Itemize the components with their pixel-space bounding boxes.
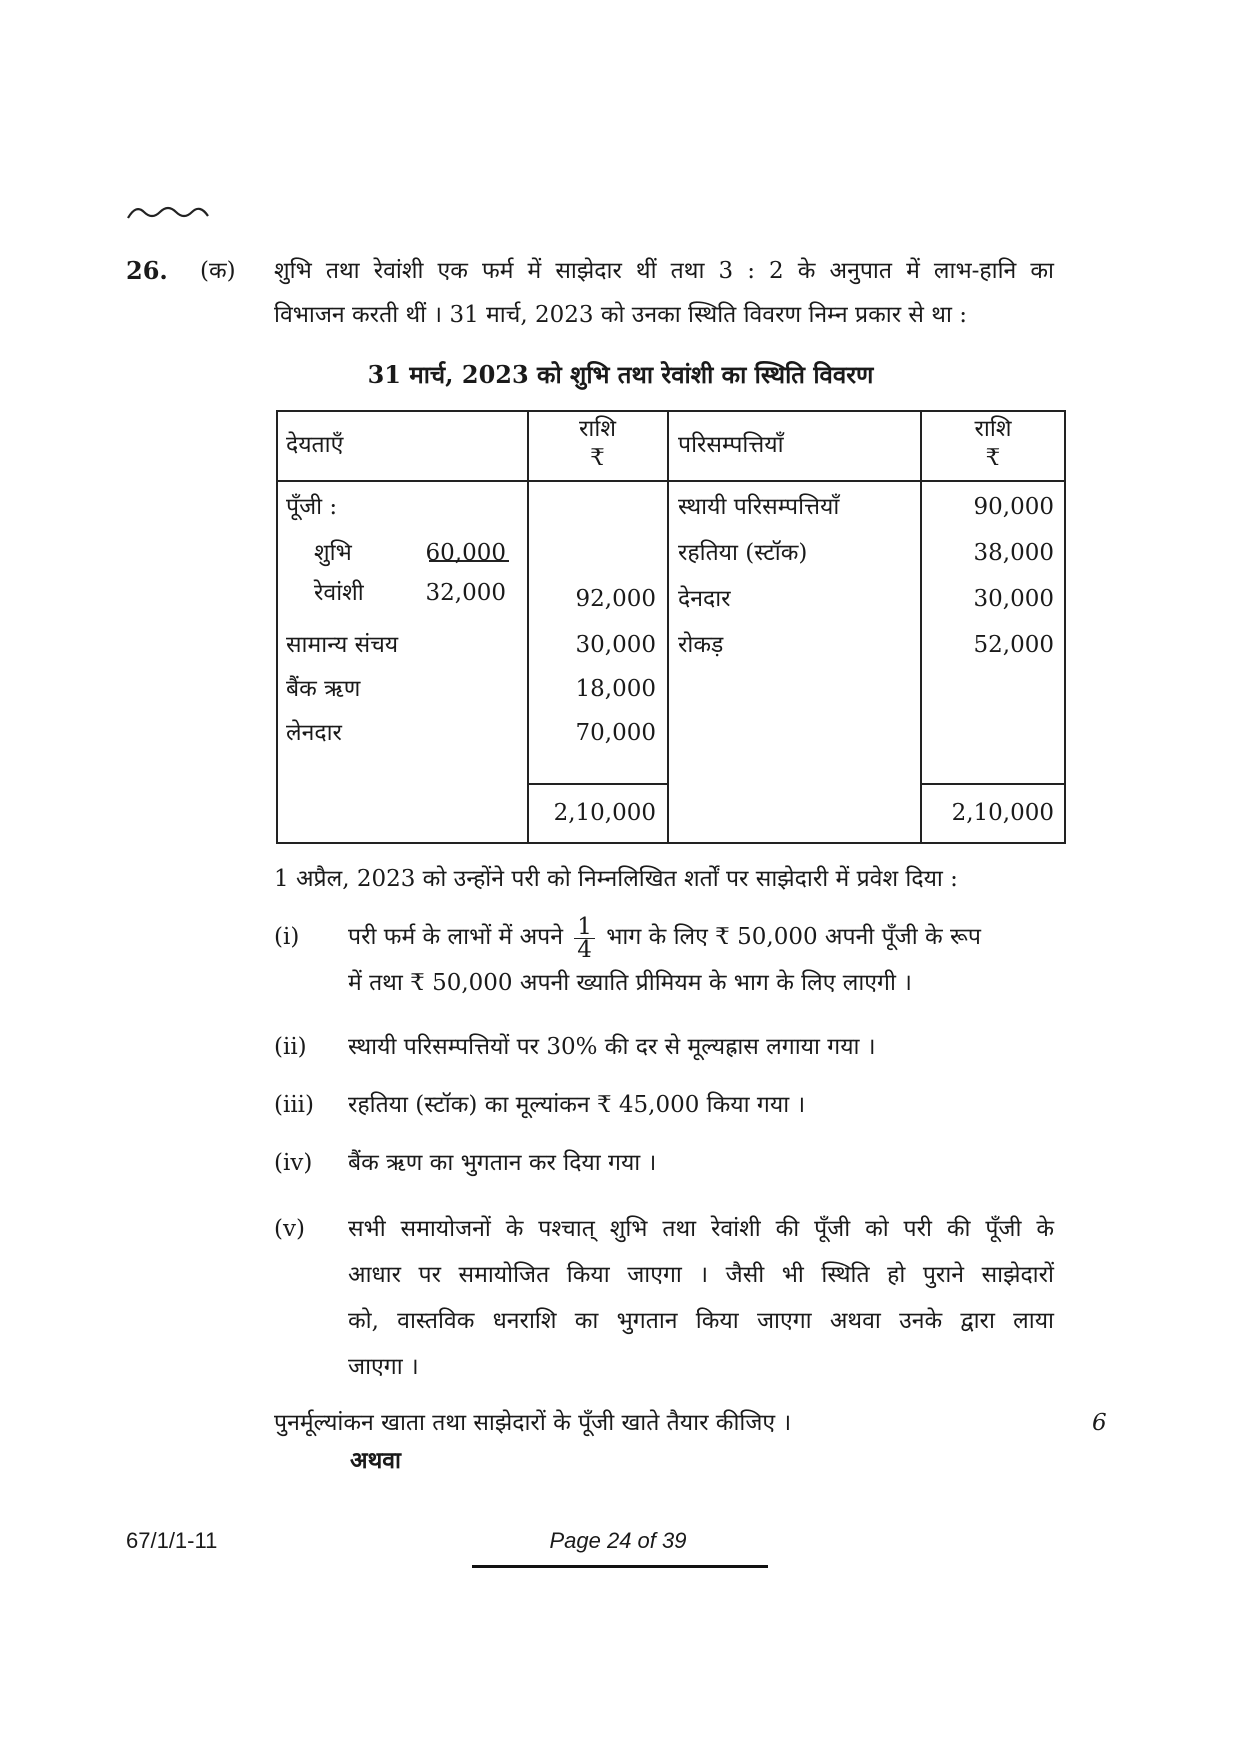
question-intro-line-1: शुभि तथा रेवांशी एक फर्म में साझेदार थीं तथा 3 : 2 के अनुपात में लाभ-हानि का [274, 258, 1054, 284]
instruction: पुनर्मूल्यांकन खाता तथा साझेदारों के पूँजी खाते तैयार कीजिए । [274, 1410, 792, 1436]
asset-amount: 90,000 [973, 494, 1054, 520]
condition-v-line-4: जाएगा । [348, 1354, 419, 1380]
capital-label: पूँजी : [286, 494, 338, 520]
condition-i-line-1 [348, 910, 981, 964]
paper-code: 67/1/1-11 [126, 1528, 218, 1553]
header-liabilities: देयताएँ [286, 432, 344, 458]
or-label: अथवा [350, 1447, 402, 1474]
fraction-one-quarter [574, 913, 595, 963]
question-subpart: (क) [200, 258, 236, 284]
asset-label: स्थायी परिसम्पत्तियाँ [678, 494, 840, 520]
capital-total: 92,000 [575, 586, 656, 612]
asset-label: देनदार [678, 586, 731, 612]
question-intro-line-2: विभाजन करती थीं । 31 मार्च, 2023 को उनका स्थिति विवरण निम्न प्रकार से था : [274, 302, 967, 328]
condition-v-line-1: सभी समायोजनों के पश्चात् शुभि तथा रेवांशी की पूँजी को परी की पूँजी के [348, 1216, 1054, 1242]
footer-divider [472, 1565, 768, 1568]
condition-label: (ii) [274, 1034, 307, 1060]
asset-amount: 30,000 [973, 586, 1054, 612]
liability-amount: 70,000 [575, 720, 656, 746]
header-currency-liabilities: ₹ [590, 445, 605, 471]
balance-sheet-caption: 31 मार्च, 2023 को शुभि तथा रेवांशी का स्थिति विवरण [367, 360, 874, 389]
condition-label: (iii) [274, 1092, 315, 1118]
condition-v-line-3: को, वास्तविक धनराशि का भुगतान किया जाएगा अथवा उनके द्वारा लाया [348, 1308, 1054, 1334]
fraction-denominator: 4 [577, 936, 592, 963]
condition-v-line-2: आधार पर समायोजित किया जाएगा । जैसी भी स्थिति हो पुराने साझेदारों [348, 1262, 1054, 1288]
condition-text: बैंक ऋण का भुगतान कर दिया गया । [348, 1150, 657, 1176]
condition-label: (v) [274, 1216, 305, 1242]
condition-i-text-after: भाग के लिए ₹ 50,000 अपनी पूँजी के रूप [606, 924, 981, 950]
condition-text: रहतिया (स्टॉक) का मूल्यांकन ₹ 45,000 किया गया । [348, 1092, 806, 1118]
wave-mark-icon [126, 200, 210, 224]
header-amount-liabilities: राशि [579, 416, 616, 442]
liability-label: सामान्य संचय [286, 632, 399, 658]
condition-label: (i) [274, 924, 300, 950]
header-currency-assets: ₹ [985, 445, 1001, 471]
question-number: 26. [126, 256, 168, 285]
liability-label: लेनदार [286, 720, 342, 746]
condition-label: (iv) [274, 1150, 313, 1176]
partner-name: शुभि [314, 540, 352, 566]
condition-text: स्थायी परिसम्पत्तियों पर 30% की दर से मूल्यह्रास लगाया गया । [348, 1034, 876, 1060]
partner-capital: 32,000 [425, 580, 506, 606]
balance-sheet-table [276, 410, 1066, 844]
fraction-numerator: 1 [574, 916, 595, 939]
condition-i-line-2: में तथा ₹ 50,000 अपनी ख्याति प्रीमियम के भाग के लिए लाएगी । [348, 970, 912, 996]
marks: 6 [1092, 1410, 1107, 1436]
asset-label: रहतिया (स्टॉक) [678, 540, 808, 566]
liabilities-total: 2,10,000 [553, 800, 656, 826]
admission-intro: 1 अप्रैल, 2023 को उन्होंने परी को निम्नलिखित शर्तों पर साझेदारी में प्रवेश दिया : [274, 866, 958, 892]
assets-total: 2,10,000 [951, 800, 1054, 826]
liability-amount: 18,000 [575, 676, 656, 702]
liability-label: बैंक ऋण [286, 676, 361, 702]
asset-label: रोकड़ [678, 632, 724, 658]
asset-amount: 38,000 [973, 540, 1054, 566]
asset-amount: 52,000 [973, 632, 1054, 658]
header-assets: परिसम्पत्तियाँ [678, 432, 784, 458]
header-amount-assets: राशि [974, 416, 1012, 442]
page-number: Page 24 of 39 [549, 1528, 687, 1553]
partner-capital: 60,000 [425, 540, 506, 566]
condition-i-text-before: परी फर्म के लाभों में अपने [348, 924, 563, 950]
liability-amount: 30,000 [575, 632, 656, 658]
partner-name: रेवांशी [314, 580, 364, 606]
